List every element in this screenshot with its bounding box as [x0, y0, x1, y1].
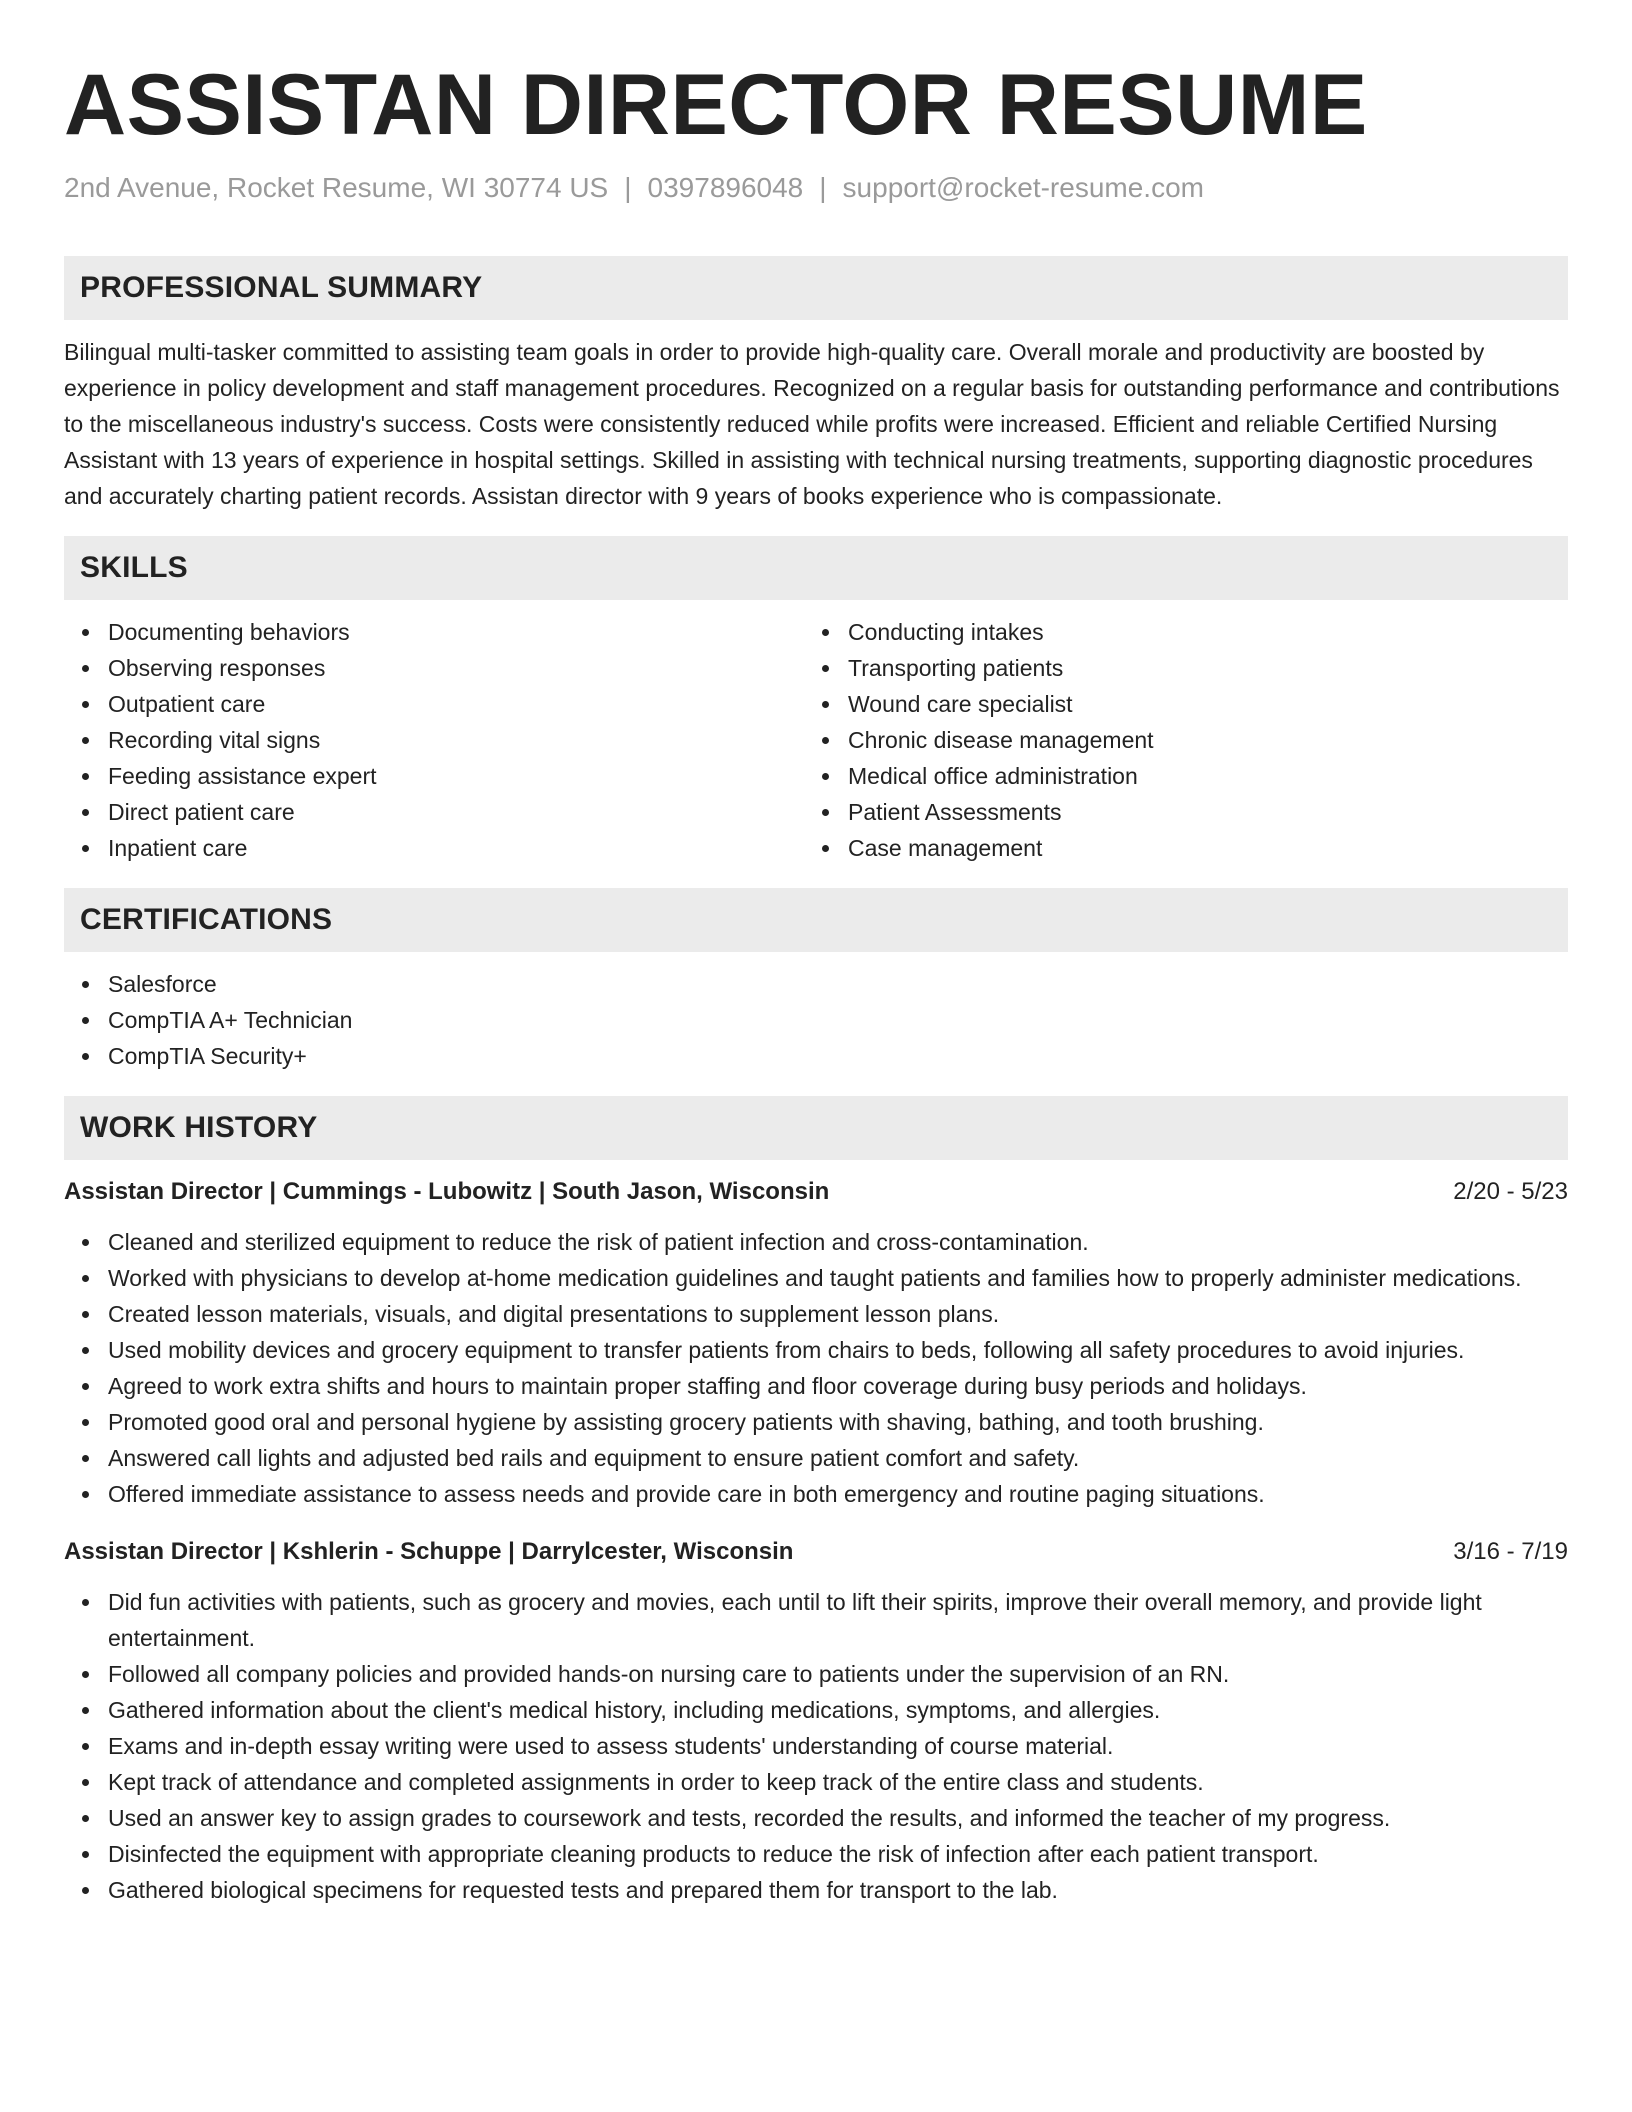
- job-entry: [64, 1534, 1568, 1908]
- job-dates: 3/16 - 7/19: [1453, 1538, 1568, 1565]
- contact-separator: |: [819, 172, 827, 203]
- summary-heading: PROFESSIONAL SUMMARY: [80, 271, 483, 304]
- certification-item: Salesforce: [108, 966, 1568, 1002]
- skill-item: Observing responses: [108, 650, 804, 686]
- job-bullet: Kept track of attendance and completed assignments in order to keep track of the entire class and students.: [108, 1764, 1568, 1800]
- job-bullet: Used an answer key to assign grades to coursework and tests, recorded the results, and informed the teacher of my progress.: [108, 1800, 1568, 1836]
- job-bullet: Agreed to work extra shifts and hours to maintain proper staffing and floor coverage during busy periods and holidays.: [108, 1368, 1568, 1404]
- contact-phone: 0397896048: [647, 172, 804, 203]
- job-title: Assistan Director | Kshlerin - Schuppe | Darrylcester, Wisconsin: [64, 1538, 794, 1565]
- contact-separator: |: [624, 172, 632, 203]
- certifications-heading-bar: [64, 888, 1568, 952]
- certifications-list: [64, 966, 1568, 1074]
- work-history-section: [64, 1096, 1568, 1908]
- job-bullet: Gathered information about the client's medical history, including medications, symptoms, and allergies.: [108, 1692, 1568, 1728]
- certification-item: CompTIA A+ Technician: [108, 1002, 1568, 1038]
- skill-item: Wound care specialist: [848, 686, 1544, 722]
- job-dates: 2/20 - 5/23: [1453, 1178, 1568, 1205]
- summary-heading-bar: [64, 256, 1568, 320]
- job-entry: [64, 1174, 1568, 1512]
- job-bullet: Created lesson materials, visuals, and digital presentations to supplement lesson plans.: [108, 1296, 1568, 1332]
- skill-item: Inpatient care: [108, 830, 804, 866]
- skill-item: Conducting intakes: [848, 614, 1544, 650]
- job-bullet: Exams and in-depth essay writing were used to assess students' understanding of course material.: [108, 1728, 1568, 1764]
- skills-column-right: [804, 614, 1544, 866]
- work-history-heading-bar: [64, 1096, 1568, 1160]
- job-header: [64, 1174, 1568, 1210]
- job-bullet: Cleaned and sterilized equipment to reduce the risk of patient infection and cross-contamination.: [108, 1224, 1568, 1260]
- job-bullet: Disinfected the equipment with appropriate cleaning products to reduce the risk of infection after each patient transport.: [108, 1836, 1568, 1872]
- skill-item: Medical office administration: [848, 758, 1544, 794]
- skill-item: Patient Assessments: [848, 794, 1544, 830]
- job-bullet: Followed all company policies and provided hands-on nursing care to patients under the supervision of an RN.: [108, 1656, 1568, 1692]
- resume-page: [64, 56, 1568, 1908]
- certification-item: CompTIA Security+: [108, 1038, 1568, 1074]
- skill-item: Outpatient care: [108, 686, 804, 722]
- job-bullet: Did fun activities with patients, such as grocery and movies, each until to lift their spirits, improve their overall memory, and provide light entertainment.: [108, 1584, 1568, 1656]
- job-title: Assistan Director | Cummings - Lubowitz | South Jason, Wisconsin: [64, 1178, 830, 1205]
- summary-section: [64, 256, 1568, 514]
- summary-text: Bilingual multi-tasker committed to assisting team goals in order to provide high-quality care. Overall morale and productivity are boosted by experience in policy development and staff management procedures. Recognized on a regular basis for outstanding performance and contributions to the miscellaneous industry's success. Costs were consistently reduced while profits were increased. Efficient and reliable Certified Nursing Assistant with 13 years of experience in hospital settings. Skilled in assisting with technical nursing treatments, supporting diagnostic procedures and accurately charting patient records. Assistan director with 9 years of books experience who is compassionate.: [64, 339, 1560, 509]
- skill-item: Direct patient care: [108, 794, 804, 830]
- job-bullet: Offered immediate assistance to assess needs and provide care in both emergency and routine paging situations.: [108, 1476, 1568, 1512]
- certifications-section: [64, 888, 1568, 1074]
- skill-item: Case management: [848, 830, 1544, 866]
- job-bullet: Promoted good oral and personal hygiene by assisting grocery patients with shaving, bathing, and tooth brushing.: [108, 1404, 1568, 1440]
- resume-title: ASSISTAN DIRECTOR RESUME: [64, 57, 1368, 153]
- skill-item: Feeding assistance expert: [108, 758, 804, 794]
- skill-item: Recording vital signs: [108, 722, 804, 758]
- certifications-heading: CERTIFICATIONS: [80, 903, 333, 936]
- skills-section: [64, 536, 1568, 866]
- job-bullet: Used mobility devices and grocery equipment to transfer patients from chairs to beds, following all safety procedures to avoid injuries.: [108, 1332, 1568, 1368]
- skills-heading-bar: [64, 536, 1568, 600]
- skills-list-right: [804, 614, 1544, 866]
- work-history-heading: WORK HISTORY: [80, 1111, 318, 1144]
- contact-line: [64, 170, 1568, 206]
- job-bullets: [64, 1584, 1568, 1908]
- skills-column-left: [64, 614, 804, 866]
- skills-heading: SKILLS: [80, 551, 188, 584]
- job-bullet: Answered call lights and adjusted bed rails and equipment to ensure patient comfort and safety.: [108, 1440, 1568, 1476]
- skill-item: Chronic disease management: [848, 722, 1544, 758]
- contact-email: support@rocket-resume.com: [842, 172, 1204, 203]
- job-bullet: Worked with physicians to develop at-home medication guidelines and taught patients and families how to properly administer medications.: [108, 1260, 1568, 1296]
- skill-item: Transporting patients: [848, 650, 1544, 686]
- skills-grid: [64, 614, 1568, 866]
- skills-list-left: [64, 614, 804, 866]
- skill-item: Documenting behaviors: [108, 614, 804, 650]
- contact-address: 2nd Avenue, Rocket Resume, WI 30774 US: [64, 172, 609, 203]
- job-header: [64, 1534, 1568, 1570]
- job-bullet: Gathered biological specimens for requested tests and prepared them for transport to the lab.: [108, 1872, 1568, 1908]
- job-bullets: [64, 1224, 1568, 1512]
